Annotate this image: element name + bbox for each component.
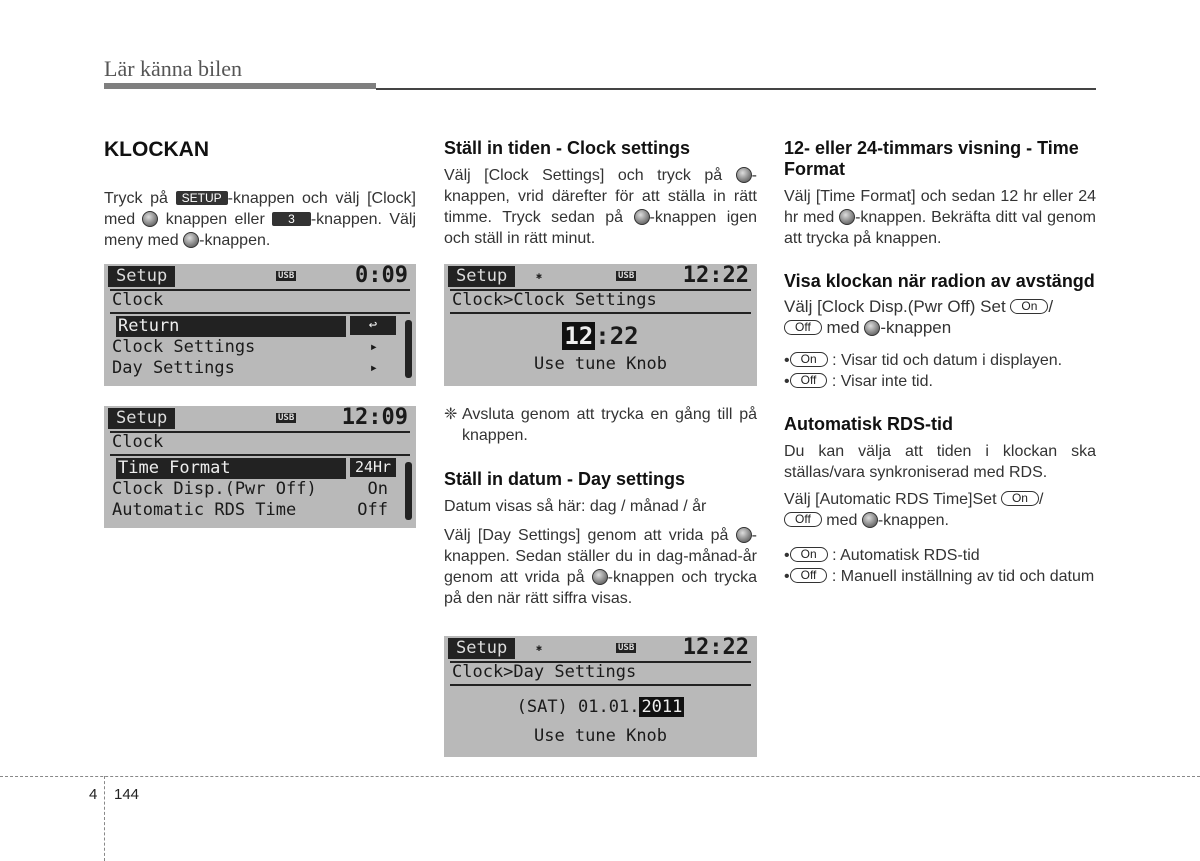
text: / — [1038, 491, 1044, 508]
menu-item-return: Return — [116, 316, 346, 337]
clock-time: 0:09 — [355, 264, 408, 288]
text: Välj [Automatic RDS Time]Set — [784, 491, 1001, 508]
note — [444, 404, 757, 446]
on-button-icon: On — [790, 547, 828, 562]
usb-icon: USB — [618, 643, 635, 653]
usb-icon: USB — [278, 271, 295, 281]
chapter-number: 4 — [89, 786, 98, 803]
bullet: • — [784, 547, 790, 564]
section-heading-clock-settings: Ställ in tiden - Clock settings — [444, 138, 691, 158]
rds-time-options — [784, 545, 1096, 587]
clock-time: 12:22 — [682, 636, 749, 660]
text: -knappen. — [877, 512, 949, 529]
klockan-intro — [104, 188, 416, 251]
menu-item-clock-disp: Clock Disp.(Pwr Off) — [112, 479, 317, 499]
off-button-icon: Off — [784, 320, 822, 335]
bullet: • — [784, 568, 790, 585]
hint-text: Use tune Knob — [533, 354, 668, 374]
column-2-continued — [444, 404, 757, 609]
divider — [110, 454, 410, 456]
text: Välj [Clock Disp.(Pwr Off) Set — [784, 297, 1011, 316]
time-format-text — [784, 186, 1096, 249]
display-screen-clock-settings — [444, 264, 757, 386]
divider — [110, 312, 410, 314]
bullet: • — [784, 352, 790, 369]
tune-knob-icon — [839, 209, 855, 225]
text: Välj [Time Format] och sedan 12 hr eller 24 hr med — [784, 188, 1096, 226]
column-1 — [104, 138, 416, 251]
on-button-icon: On — [1001, 491, 1039, 506]
text: -knappen och välj [Clock] med — [104, 190, 416, 228]
clock-settings-text — [444, 165, 757, 249]
tune-knob-icon — [142, 211, 158, 227]
section-heading-day-settings: Ställ in datum - Day settings — [444, 469, 686, 489]
page-number: 144 — [114, 786, 140, 803]
column-3 — [784, 138, 1096, 587]
list-item — [784, 545, 1096, 566]
divider — [450, 684, 751, 686]
menu-item-clock-settings: Clock Settings — [112, 337, 256, 357]
time-setting — [444, 322, 757, 350]
display-screen-clock-options — [104, 406, 416, 528]
tune-knob-icon — [864, 320, 880, 336]
bluetooth-icon: ✱ — [536, 643, 543, 654]
tune-knob-icon — [634, 209, 650, 225]
menu-title: Clock — [112, 290, 164, 310]
tune-knob-icon — [862, 512, 878, 528]
rds-time-text: Du kan välja att tiden i klockan ska ställas/vara synkroniserad med RDS. — [784, 443, 1096, 481]
display-screen-clock-menu — [104, 264, 416, 386]
note-symbol-icon: ❈ — [444, 406, 458, 423]
text: -knappen igen och ställ in rätt minut. — [444, 209, 757, 247]
screen-title: Clock>Clock Settings — [452, 290, 657, 310]
preset-3-button-icon: 3 — [272, 212, 311, 226]
day-settings-text — [444, 525, 757, 609]
text: : Visar tid och datum i displayen. — [832, 352, 1063, 369]
column-2 — [444, 138, 757, 249]
section-heading-clock-display: Visa klockan när radion av avstängd — [784, 271, 1095, 291]
clock-time: 12:09 — [341, 406, 408, 430]
setup-tab: Setup — [108, 408, 175, 429]
text: : Manuell inställning av tid och datum — [831, 568, 1095, 585]
section-heading-rds-time: Automatisk RDS-tid — [784, 414, 954, 434]
tune-knob-icon — [183, 232, 199, 248]
page-header-title: Lär känna bilen — [104, 56, 243, 81]
text: knappen eller — [158, 211, 273, 228]
text: Välj [Day Settings] genom att vrida på — [444, 527, 736, 544]
date-value: (SAT) 01.01. — [516, 697, 640, 717]
setup-tab: Setup — [108, 266, 175, 287]
tune-knob-icon — [736, 167, 752, 183]
return-icon: ↩ — [350, 316, 396, 335]
text: : Visar inte tid. — [831, 373, 933, 390]
on-button-icon: On — [790, 352, 828, 367]
text: Tryck på — [104, 190, 176, 207]
menu-item-day-settings: Day Settings — [112, 358, 235, 378]
usb-icon: USB — [618, 271, 635, 281]
text: -knappen. — [199, 232, 271, 249]
setup-tab: Setup — [448, 266, 515, 287]
date-setting — [444, 696, 757, 718]
time-format-value: 24Hr — [350, 458, 396, 477]
text: -knappen. Sedan ställer du in dag-månad-år genom att vrida på — [444, 527, 757, 586]
footer-rule — [0, 776, 1200, 777]
minute-value: :22 — [595, 322, 639, 350]
clock-time: 12:22 — [682, 264, 749, 288]
header-rule — [104, 83, 376, 89]
text: / — [1048, 297, 1054, 316]
on-button-icon: On — [1010, 299, 1048, 314]
clock-disp-value: On — [367, 479, 388, 499]
clock-display-text — [784, 296, 1096, 338]
text: Välj [Clock Settings] och tryck på — [444, 167, 736, 184]
rds-time-instruction — [784, 489, 1096, 531]
rds-time-value: Off — [357, 500, 388, 520]
tune-knob-icon — [592, 569, 608, 585]
bluetooth-icon: ✱ — [536, 271, 543, 282]
usb-icon: USB — [278, 413, 295, 423]
text: med — [821, 318, 865, 337]
divider — [450, 312, 751, 314]
text: med — [821, 512, 862, 529]
off-button-icon: Off — [790, 373, 828, 388]
text: : Automatisk RDS-tid — [832, 547, 980, 564]
text: -knappen — [880, 318, 952, 337]
scrollbar — [405, 462, 412, 520]
menu-item-time-format: Time Format — [116, 458, 346, 479]
note-text: Avsluta genom att trycka en gång till på knappen. — [462, 406, 757, 444]
year-value: 2011 — [641, 697, 683, 717]
section-heading-time-format: 12- eller 24-timmars visning - Time Format — [784, 138, 1079, 179]
text: -knappen och trycka på den när rätt siffra visas. — [444, 569, 758, 607]
date-format-text: Datum visas så här: dag / månad / år — [444, 498, 707, 515]
text: -knappen. Bekräfta ditt val genom att trycka på knappen. — [784, 209, 1096, 247]
bullet: • — [784, 373, 790, 390]
list-item — [784, 371, 1096, 392]
footer-rule-vertical — [104, 776, 105, 861]
tune-knob-icon — [736, 527, 752, 543]
display-screen-day-settings — [444, 636, 757, 757]
list-item — [784, 350, 1096, 371]
off-button-icon: Off — [790, 568, 828, 583]
setup-button-icon: SETUP — [176, 191, 228, 205]
menu-title: Clock — [112, 432, 164, 452]
off-button-icon: Off — [784, 512, 822, 527]
arrow-icon: ▸ — [369, 360, 378, 376]
text: -knappen, vrid därefter för att ställa in rätt timme. Tryck sedan på — [444, 167, 757, 226]
list-item — [784, 566, 1096, 587]
scrollbar — [405, 320, 412, 378]
screen-title: Clock>Day Settings — [452, 662, 637, 682]
hour-value: 12 — [564, 322, 594, 350]
menu-item-automatic-rds-time: Automatic RDS Time — [112, 500, 297, 520]
clock-display-options — [784, 350, 1096, 392]
arrow-icon: ▸ — [369, 339, 378, 355]
text: -knappen. Välj meny med — [104, 211, 416, 249]
hint-text: Use tune Knob — [533, 726, 668, 746]
setup-tab: Setup — [448, 638, 515, 659]
section-heading-klockan: KLOCKAN — [104, 138, 209, 161]
header-rule-thin — [376, 88, 1096, 90]
